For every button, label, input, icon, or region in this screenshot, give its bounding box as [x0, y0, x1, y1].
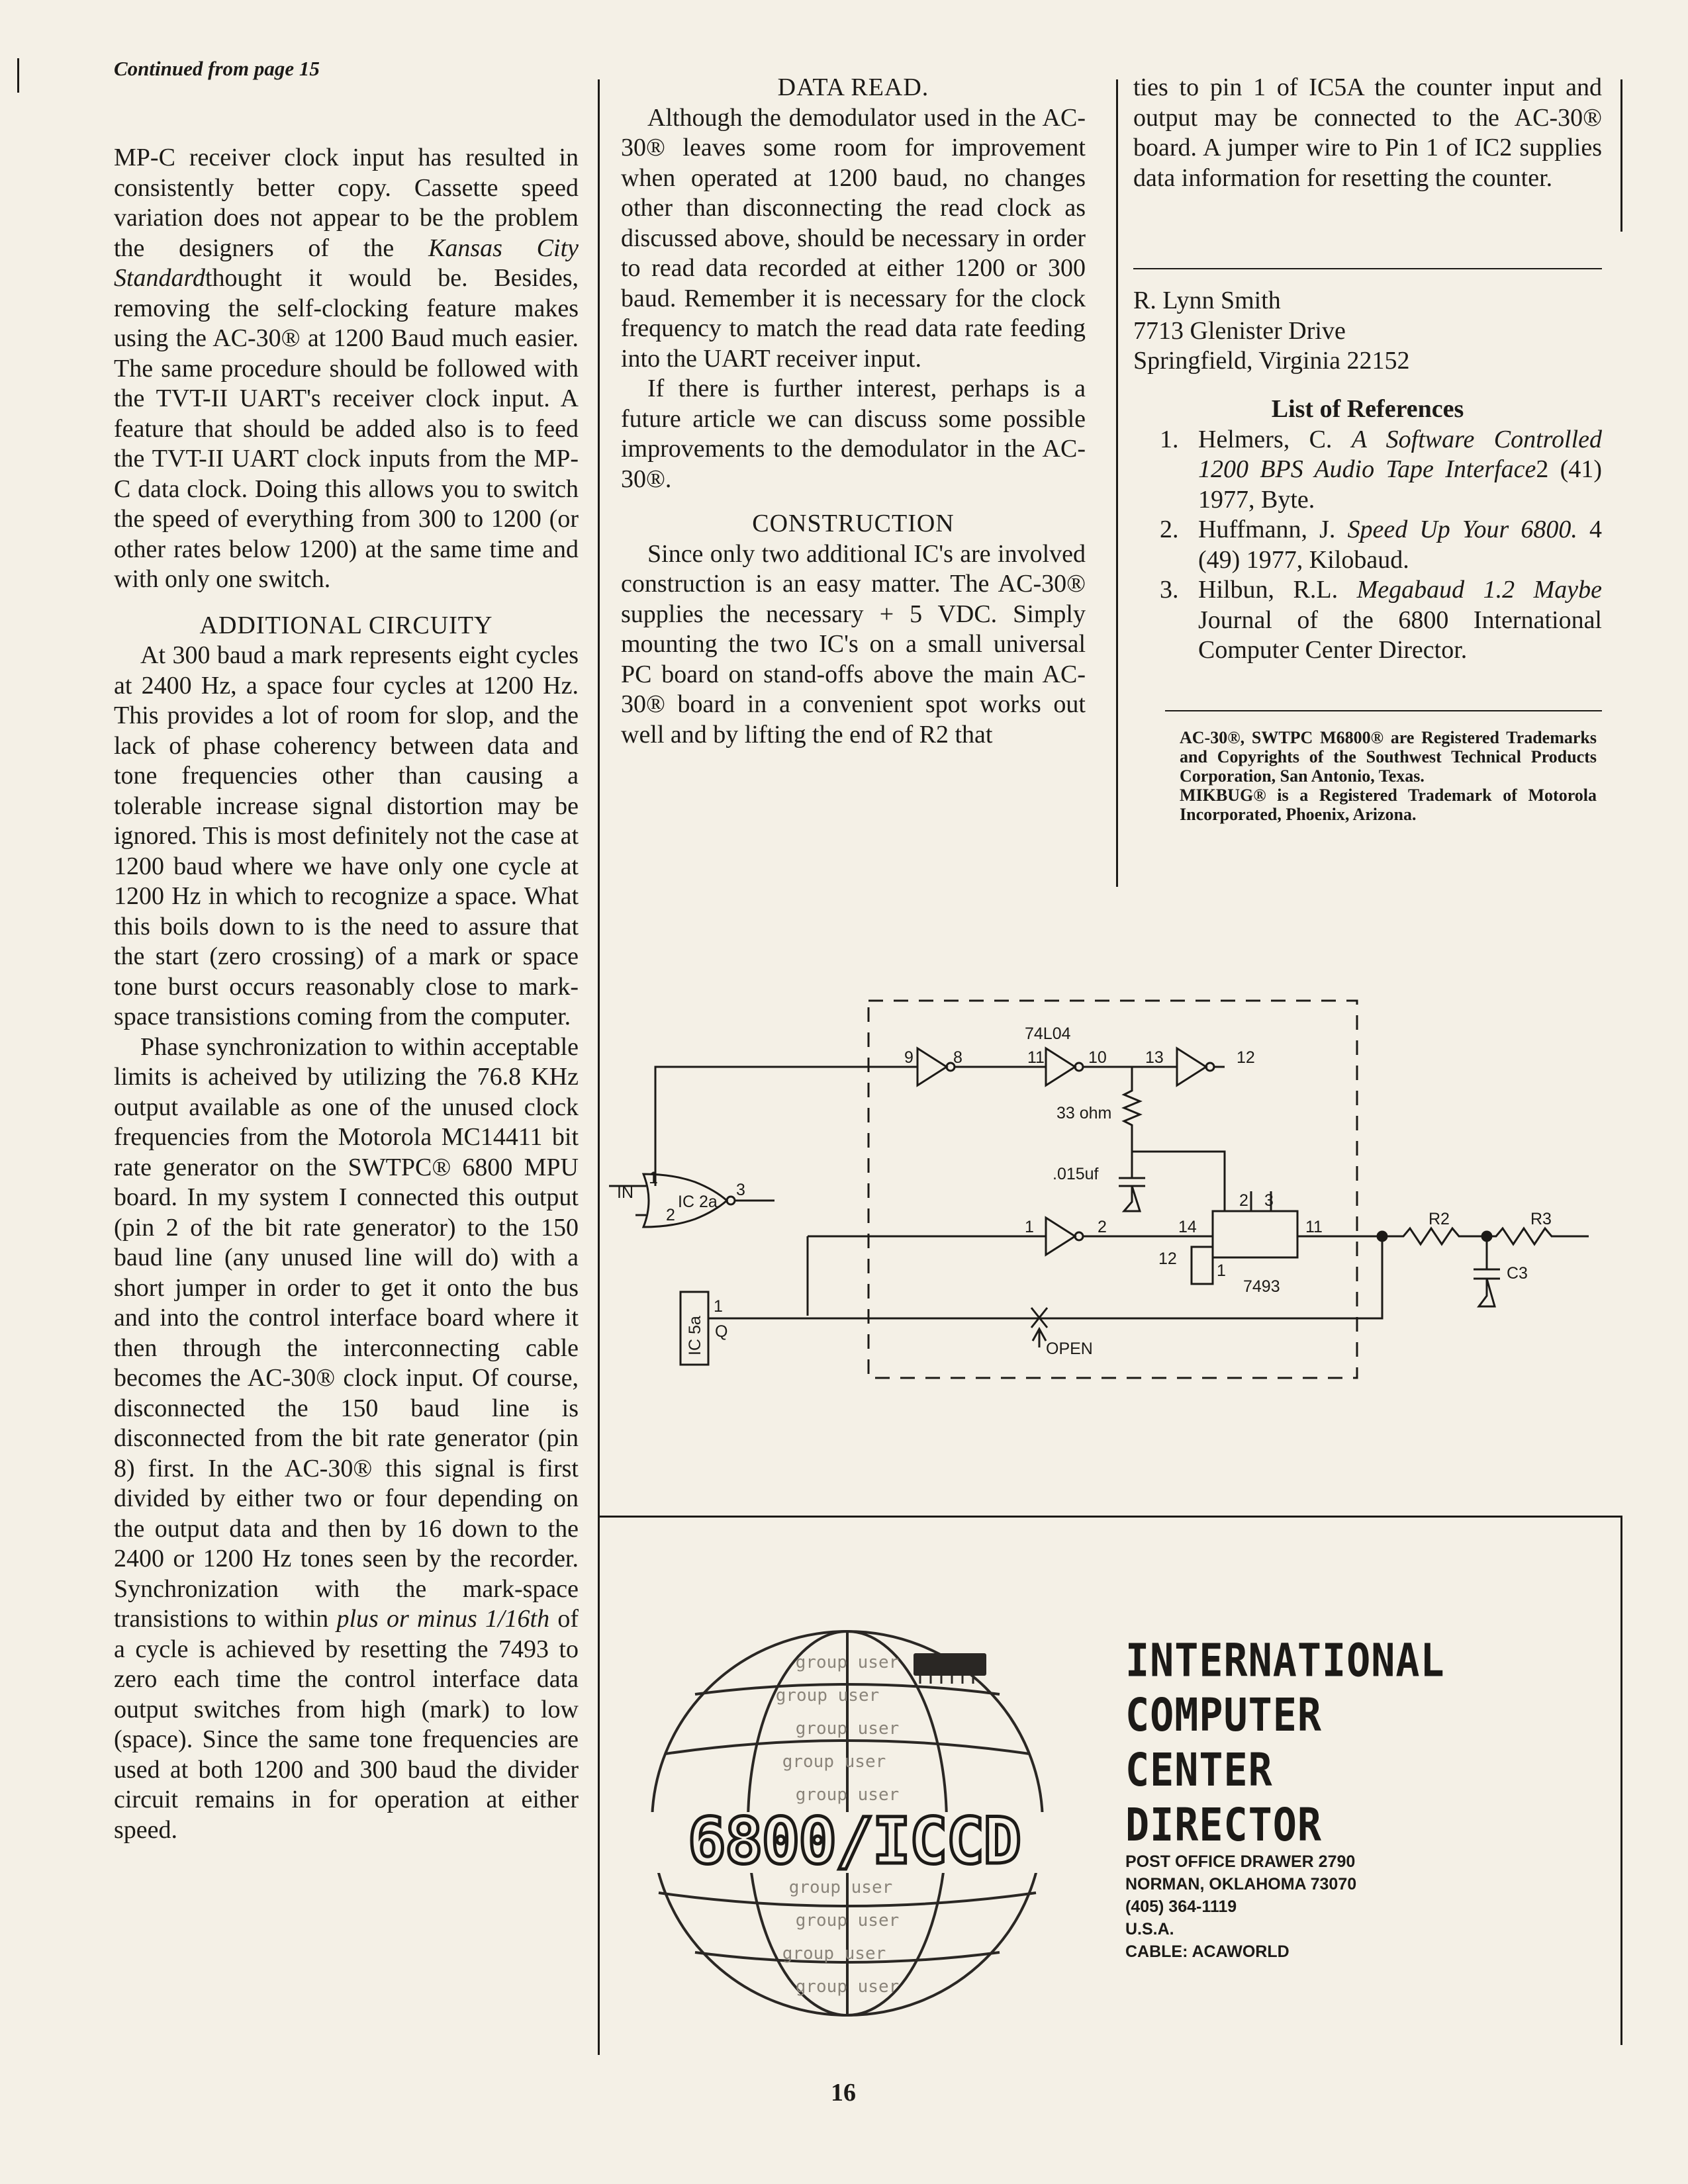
svg-text:1: 1 — [714, 1297, 723, 1316]
svg-text:9: 9 — [904, 1048, 914, 1067]
column-2 — [621, 73, 1086, 750]
ic2a-label: IC 2a — [678, 1193, 718, 1211]
capacitor-label: .015uf — [1053, 1165, 1099, 1183]
svg-text:11: 11 — [1027, 1048, 1045, 1067]
column-1 — [114, 143, 579, 1845]
r3-label: R3 — [1530, 1210, 1552, 1228]
svg-text:3: 3 — [1264, 1191, 1274, 1210]
inverter-13-12 — [1177, 1048, 1206, 1085]
references-list — [1133, 425, 1602, 666]
logo-6800-iccd: 6800/ICCD — [687, 1804, 1021, 1878]
svg-text:2: 2 — [1239, 1191, 1248, 1210]
counter-7493 — [1213, 1211, 1297, 1257]
author-city: Springfield, Virginia 22152 — [1133, 347, 1410, 375]
col3-paragraph-1: ties to pin 1 of IC5A the counter input and output may be connected to the AC-30® board. A jumper wire to Pin 1 of IC2 supplies data information for resetting the counter. — [1133, 73, 1602, 192]
svg-text:8: 8 — [953, 1048, 962, 1067]
r2-label: R2 — [1429, 1210, 1450, 1228]
svg-text:2: 2 — [666, 1206, 675, 1224]
resistor-label: 33 ohm — [1056, 1104, 1112, 1122]
refs-bottom-rule — [1165, 710, 1602, 711]
svg-text:1: 1 — [1217, 1261, 1226, 1280]
continued-note: Continued from page 15 — [114, 57, 320, 80]
reference-2: 2. Huffmann, J. Speed Up Your 6800. 4 (49) 1977, Kilobaud. — [1160, 516, 1603, 574]
col1-paragraph-3: Phase synchronization to within acceptable limits is acheived by utilizing the 76.8 KHz output available as one of the unused clock frequencies from the Motorola MC14411 bit rate generator on the SWTPC® 6800 MPU board. In my system I connected this output (pin 2 of the bit rate generator) to the 150 baud line (any unused line will do) with a short jumper in order to get it onto the bus and into the control interface board where it then through the interconnecting cable becomes the AC-30® clock input. Of course, disconnected the 150 baud line is disconnected from the bit rate generator (pin 8) first. In the AC-30® this signal is first divided by either two or four depending on the output data and then by 16 down to the 2400 or 1200 Hz tones seen by the recorder. Synchronization with the mark-space transistions to within plus or minus 1/16th of a cycle is achieved by resetting the 7493 to zero each time the control interface data output switches from high (mark) to low (space). Since the same tone frequencies are used at both 1200 and 300 baud the divider circuit remains in for operation at either speed. — [114, 1032, 579, 1844]
svg-text:10: 10 — [1088, 1048, 1107, 1067]
globe-word-row-7: group user — [795, 1911, 900, 1931]
input-label: IN — [617, 1183, 633, 1202]
col2-paragraph-2: If there is further interest, perhaps is a future article we can discuss some possible improvements to the demodulator in the AC-30®. — [621, 375, 1086, 493]
ad-title: INTERNATIONAL COMPUTER CENTER DIRECTOR — [1125, 1634, 1445, 1852]
globe-word-row-5: group user — [795, 1785, 900, 1805]
inverter-9-8 — [917, 1048, 947, 1085]
circuit-schematic — [609, 979, 1615, 1403]
c3-label: C3 — [1507, 1264, 1528, 1283]
globe-word-row-6: group user — [788, 1878, 893, 1897]
heading-data-read: DATA READ. — [777, 73, 929, 101]
globe-word-row-2: group user — [775, 1686, 880, 1706]
svg-text:12: 12 — [1158, 1250, 1177, 1268]
column-divider-1 — [598, 79, 600, 2055]
author-name: R. Lynn Smith — [1133, 287, 1281, 314]
trademark-notice-1: AC-30®, SWTPC M6800® are Registered Trademarks and Copyrights of the Southwest Technical Products Corporation, San Antonio, Texas. — [1180, 728, 1597, 786]
svg-text:11: 11 — [1305, 1218, 1323, 1236]
heading-construction: CONSTRUCTION — [752, 510, 955, 537]
q-output-label: Q — [715, 1322, 728, 1341]
svg-text:12: 12 — [1237, 1048, 1255, 1067]
author-street: 7713 Glenister Drive — [1133, 316, 1346, 345]
column-divider-right — [1620, 79, 1622, 232]
signature-rule — [1133, 268, 1602, 269]
globe-word-row-9: group user — [795, 1977, 900, 1997]
col1-paragraph-2: At 300 baud a mark represents eight cycles at 2400 Hz, a space four cycles at 1200 Hz. This provides a lot of room for slop, and the lack of phase coherency between data and tone frequencies other than causing a tolerable increase signal distortion may be ignored. This is most definitely not the case at 1200 baud where we have only one cycle at 1200 Hz in which to recognize a space. What this boils down to is the need to assure that the start (zero crossing) of a mark or space tone burst occurs reasonably close to mark-space transistions coming from the computer. — [114, 641, 579, 1030]
column-divider-2 — [1116, 79, 1118, 887]
globe-word-row-8: group user — [782, 1944, 886, 1964]
inverter-1-2 — [1046, 1218, 1075, 1255]
page-number: 16 — [831, 2079, 856, 2107]
svg-text:1: 1 — [649, 1169, 658, 1187]
column-divider-right-lower — [1620, 1516, 1622, 2045]
reference-3: 3. Hilbun, R.L. Megabaud 1.2 Maybe Journal of the 6800 International Computer Center Director. — [1160, 576, 1602, 664]
col2-paragraph-3: Since only two additional IC's are involved construction is an easy matter. The AC-30® supplies the necessary + 5 VDC. Simply mounting the two IC's on a small universal PC board on stand-offs above the main AC-30® board in a convenient spot works out well and by lifting the end of R2 that — [621, 539, 1086, 749]
open-label: OPEN — [1046, 1340, 1093, 1358]
icc-director-ad — [1125, 1633, 1445, 1963]
trademark-notice-2: MIKBUG® is a Registered Trademark of Motorola Incorporated, Phoenix, Arizona. — [1180, 786, 1597, 824]
references-heading: List of References — [1271, 395, 1464, 423]
svg-text:1: 1 — [1025, 1218, 1034, 1236]
board-outline — [868, 1001, 1357, 1378]
left-margin-rule — [17, 58, 19, 93]
figure-bottom-rule — [598, 1516, 1622, 1518]
counter-label: 7493 — [1243, 1277, 1280, 1296]
inverter-11-10 — [1046, 1048, 1075, 1085]
svg-text:3: 3 — [736, 1181, 745, 1199]
column-3 — [1133, 73, 1602, 193]
globe-word-row-3: group user — [795, 1719, 900, 1739]
trademark-notice — [1180, 728, 1597, 824]
chip-74l04-label: 74L04 — [1025, 1024, 1071, 1043]
ad-address: POST OFFICE DRAWER 2790 NORMAN, OKLAHOMA 73070 (405) 364-1119 U.S.A. CABLE: ACAWORLD — [1125, 1852, 1357, 1961]
ic5a-label: IC 5a — [686, 1316, 704, 1355]
globe-logo — [629, 1602, 1079, 2025]
svg-text:2: 2 — [1098, 1218, 1107, 1236]
svg-text:13: 13 — [1145, 1048, 1164, 1067]
svg-text:14: 14 — [1178, 1218, 1197, 1236]
references-block — [1133, 385, 1602, 666]
col2-paragraph-1: Although the demodulator used in the AC-30® leaves some room for improvement when operated at 1200 baud, no changes other than disconnecting the read clock as discussed above, should be necessary in order to read data recorded at either 1200 or 300 baud. Remember it is necessary for the clock frequency to match the read data rate feeding into the UART receiver input. — [621, 103, 1086, 373]
heading-additional-circuity: ADDITIONAL CIRCUITY — [199, 611, 493, 639]
author-block — [1133, 286, 1602, 377]
globe-word-row-1: group user — [795, 1653, 900, 1672]
col1-paragraph-1: MP-C receiver clock input has resulted in consistently better copy. Cassette speed variation does not appear to be the problem the designers of the Kansas City Standardthought it would be. Besides, removing the self-clocking feature makes using the AC-30® at 1200 Baud much easier. The same procedure should be followed with the TVT-II UART's receiver clock input. A feature that should be added also is to feed the TVT-II UART clock inputs from the MP-C data clock. Doing this allows you to switch the speed of everything from 300 to 1200 (or other rates below 1200) at the same time and with only one switch. — [114, 144, 579, 593]
reference-1: 1. Helmers, C. A Software Controlled 1200 BPS Audio Tape Interface2 (41) 1977, Byte. — [1160, 425, 1603, 514]
globe-word-row-4: group user — [782, 1752, 886, 1772]
